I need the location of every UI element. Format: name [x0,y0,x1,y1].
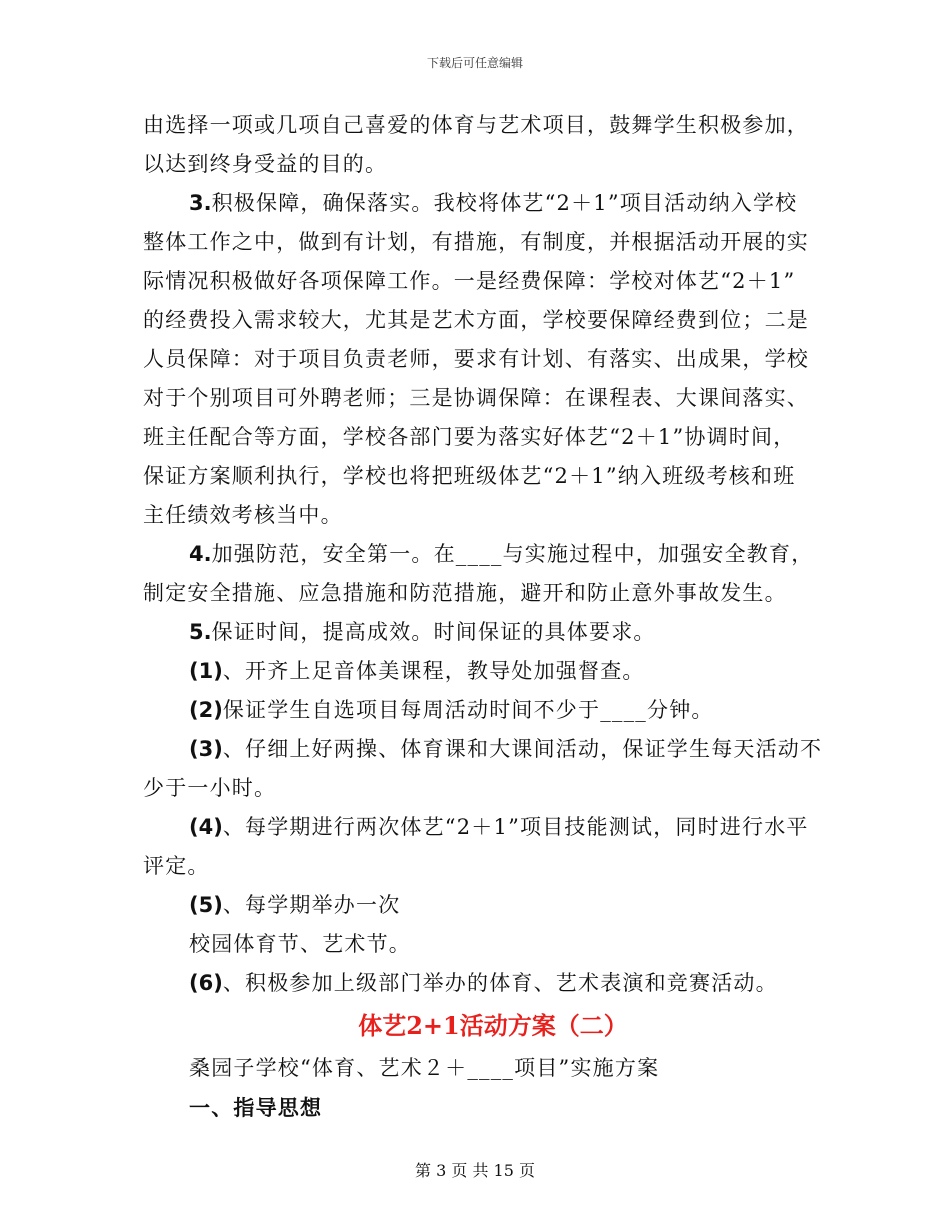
line-text: 保证时间，提高成效。时间保证的具体要求。 [211,620,656,644]
item-number: (4) [189,815,223,839]
text-line [143,535,814,574]
text-line [143,847,803,886]
item-number: (5) [189,893,223,917]
text-line [143,808,809,847]
line-text: 整体工作之中，做到有计划，有措施，有制度，并根据活动开展的实 [143,230,809,254]
plan-subtitle: 桑园子学校“体育、艺术２＋____项目”实施方案 [189,1056,660,1080]
text-line [143,496,803,535]
text-line [143,457,803,496]
line-text: 、开齐上足音体美课程，教导处加强督查。 [222,659,645,683]
line-text: 制定安全措施、应急措施和防范措施，避开和防止意外事故发生。 [143,581,787,605]
line-text: 的经费投入需求较大，尤其是艺术方面，学校要保障经费到位；二是 [143,308,809,332]
line-text: 、仔细上好两操、体育课和大课间活动，保证学生每天活动不 [222,737,823,761]
line-text: 少于一小时。 [143,776,277,800]
text-line [143,730,823,769]
item-number: 3. [189,191,212,215]
line-text: 人员保障：对于项目负责老师，要求有计划、有落实、出成果，学校 [143,347,809,371]
line-text: 评定。 [143,854,210,878]
line-text: 积极保障，确保落实。我校将体艺“2＋1”项目活动纳入学校 [211,191,798,215]
line-text: 主任绩效考核当中。 [143,503,343,527]
line-text: 保证方案顺利执行，学校也将把班级体艺“2＋1”纳入班级考核和班 [143,464,796,488]
item-number: (6) [189,971,223,995]
section-heading: 一、指导思想 [189,1095,323,1120]
line-text: 班主任配合等方面，学校各部门要为落实好体艺“2＋1”协调时间， [143,425,796,449]
text-line [143,691,803,730]
item-number: 4. [189,542,212,566]
line-text: 、每学期举办一次 [222,893,401,917]
page-footer: 第 3 页 共 15 页 [415,1161,535,1180]
text-line [143,106,809,145]
document-body [143,106,823,1127]
line-text: 、积极参加上级部门举办的体育、艺术表演和竞赛活动。 [222,971,778,995]
text-line [143,769,803,808]
item-number: (1) [189,659,223,683]
line-text: 保证学生自选项目每周活动时间不少于____分钟。 [222,698,714,722]
text-line [143,145,803,184]
text-line [143,925,803,964]
line-text: 加强防范，安全第一。在____与实施过程中，加强安全教育， [211,542,814,566]
text-line [143,574,803,613]
text-line [143,652,803,691]
text-line [143,301,809,340]
item-number: 5. [189,620,212,644]
paragraph-lines [143,106,823,1003]
text-line [143,379,809,418]
text-line [143,886,803,925]
item-number: (2) [189,698,223,722]
item-number: (3) [189,737,223,761]
line-text: 由选择一项或几项自己喜爱的体育与艺术项目，鼓舞学生积极参加， [143,113,809,137]
section-title: 体艺2+1活动方案（二） [358,1011,628,1040]
text-line [143,964,803,1003]
line-text: 、每学期进行两次体艺“2＋1”项目技能测试，同时进行水平 [222,815,809,839]
text-line [143,340,809,379]
line-text: 校园体育节、艺术节。 [189,932,411,956]
text-line [143,184,803,223]
text-line [143,613,803,652]
text-line [143,418,803,457]
line-text: 对于个别项目可外聘老师；三是协调保障：在课程表、大课间落实、 [143,386,809,410]
text-line [143,223,809,262]
page-header: 下载后可任意编辑 [426,56,523,70]
text-line [143,262,803,301]
line-text: 际情况积极做好各项保障工作。一是经费保障：学校对体艺“2＋1” [143,269,796,293]
line-text: 以达到终身受益的目的。 [143,152,388,176]
